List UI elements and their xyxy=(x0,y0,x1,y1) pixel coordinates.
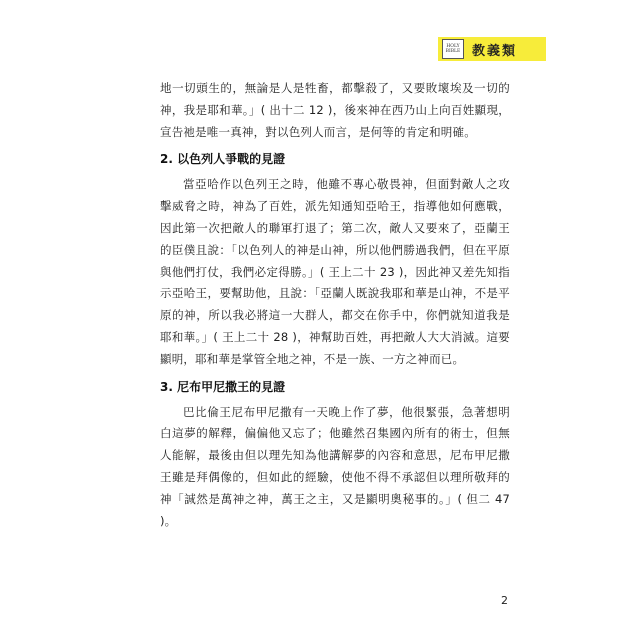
intro-paragraph: 地一切頭生的，無論是人是牲畜，都擊殺了，又要敗壞埃及一切的神，我是耶和華。」( 出十二 12 )，後來神在西乃山上向百姓顯現，宣告祂是唯一真神，對以色列人而言，是何等的肯定和明確。 xyxy=(160,81,510,139)
bible-book-icon xyxy=(442,39,464,59)
section-heading-2: 2. 以色列人爭戰的見證 xyxy=(160,152,286,167)
bible-icon-text-top: HOLY xyxy=(446,44,460,49)
page-body xyxy=(160,78,510,532)
category-tag xyxy=(438,37,546,61)
bible-icon-text-bottom: BIBLE xyxy=(445,49,461,54)
section-body-2: 當亞哈作以色列王之時，他雖不專心敬畏神，但面對敵人之攻擊威脅之時，神為了百姓，派先知通知亞哈王，指導他如何應戰，因此第一次把敵人的聯軍打退了；第二次，敵人又要來了，亞蘭王的臣僕且說：「以色列人的神是山神，所以他們勝過我們，但在平原與他們打仗，我們必定得勝。」( 王上二十 23 )，因此神又差先知指示亞哈王，要幫助他，且說：「亞蘭人既說我耶和華是山神，不是平原的神，所以我必將這一大群人，都交在你手中，你們就知道我是耶和華。」( 王上二十 28 )，神幫助百姓，再把敵人大大消滅。這要顯明，耶和華是掌管全地之神，不是一族、一方之神而已。 xyxy=(160,177,510,366)
page-number: 2 xyxy=(501,594,508,607)
category-label: 教義類 xyxy=(472,43,518,59)
section-body-3: 巴比倫王尼布甲尼撒有一天晚上作了夢，他很緊張，急著想明白這夢的解釋，偏偏他又忘了；他雖然召集國內所有的術士，但無人能解，最後由但以理先知為他講解夢的內容和意思，尼布甲尼撒王雖是拜偶像的，但如此的經驗，使他不得不承認但以理所敬拜的神「誠然是萬神之神，萬王之主，又是顯明奧秘事的。」( 但二 47 )。 xyxy=(160,404,510,528)
section-heading-3: 3. 尼布甲尼撒王的見證 xyxy=(160,379,286,394)
